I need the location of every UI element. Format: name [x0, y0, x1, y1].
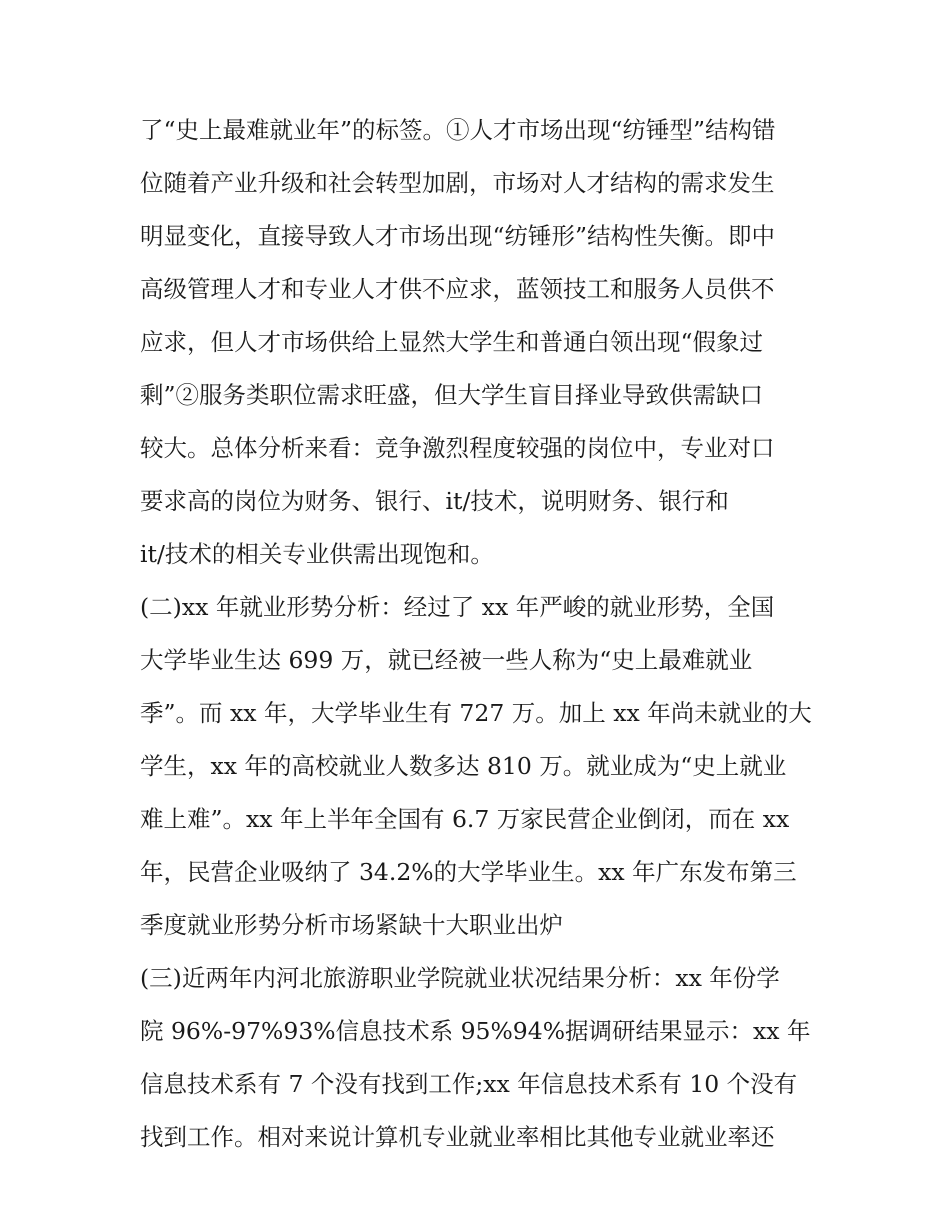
- text-line: 明显变化，直接导致人才市场出现“纺锤形”结构性失衡。即中: [140, 222, 776, 250]
- text-line: 院 96%-97%93%信息技术系 95%94%据调研结果显示：xx 年: [140, 1017, 811, 1045]
- text-line: 年，民营企业吸纳了 34.2%的大学毕业生。xx 年广东发布第三: [140, 858, 797, 886]
- section-heading-line: (二)xx 年就业形势分析：经过了 xx 年严峻的就业形势，全国: [140, 593, 775, 621]
- text-line: 季度就业形势分析市场紧缺十大职业出炉: [140, 911, 563, 939]
- text-line: 应求，但人才市场供给上显然大学生和普通白领出现“假象过: [140, 328, 764, 356]
- text-line: 学生，xx 年的高校就业人数多达 810 万。就业成为“史上就业: [140, 752, 787, 780]
- text-line: 要求高的岗位为财务、银行、it/技术，说明财务、银行和: [140, 487, 729, 515]
- section-heading-line: (三)近两年内河北旅游职业学院就业状况结果分析：xx 年份学: [140, 964, 780, 992]
- text-line: 信息技术系有 7 个没有找到工作;xx 年信息技术系有 10 个没有: [140, 1070, 798, 1098]
- text-line: 较大。总体分析来看：竞争激烈程度较强的岗位中，专业对口: [140, 434, 775, 462]
- text-line: 了“史上最难就业年”的标签。①人才市场出现“纺锤型”结构错: [140, 116, 776, 144]
- text-line: 难上难”。xx 年上半年全国有 6.7 万家民营企业倒闭，而在 xx: [140, 805, 790, 833]
- text-line: it/技术的相关专业供需出现饱和。: [140, 540, 494, 568]
- text-line: 位随着产业升级和社会转型加剧，市场对人才结构的需求发生: [140, 169, 775, 197]
- text-line: 找到工作。相对来说计算机专业就业率相比其他专业就业率还: [140, 1123, 775, 1151]
- text-line: 大学毕业生达 699 万，就已经被一些人称为“史上最难就业: [140, 646, 753, 674]
- body-text: [140, 104, 820, 1164]
- text-line: 剩”②服务类职位需求旺盛，但大学生盲目择业导致供需缺口: [140, 381, 764, 409]
- text-line: 季”。而 xx 年，大学毕业生有 727 万。加上 xx 年尚未就业的大: [140, 699, 812, 727]
- text-line: 高级管理人才和专业人才供不应求，蓝领技工和服务人员供不: [140, 275, 775, 303]
